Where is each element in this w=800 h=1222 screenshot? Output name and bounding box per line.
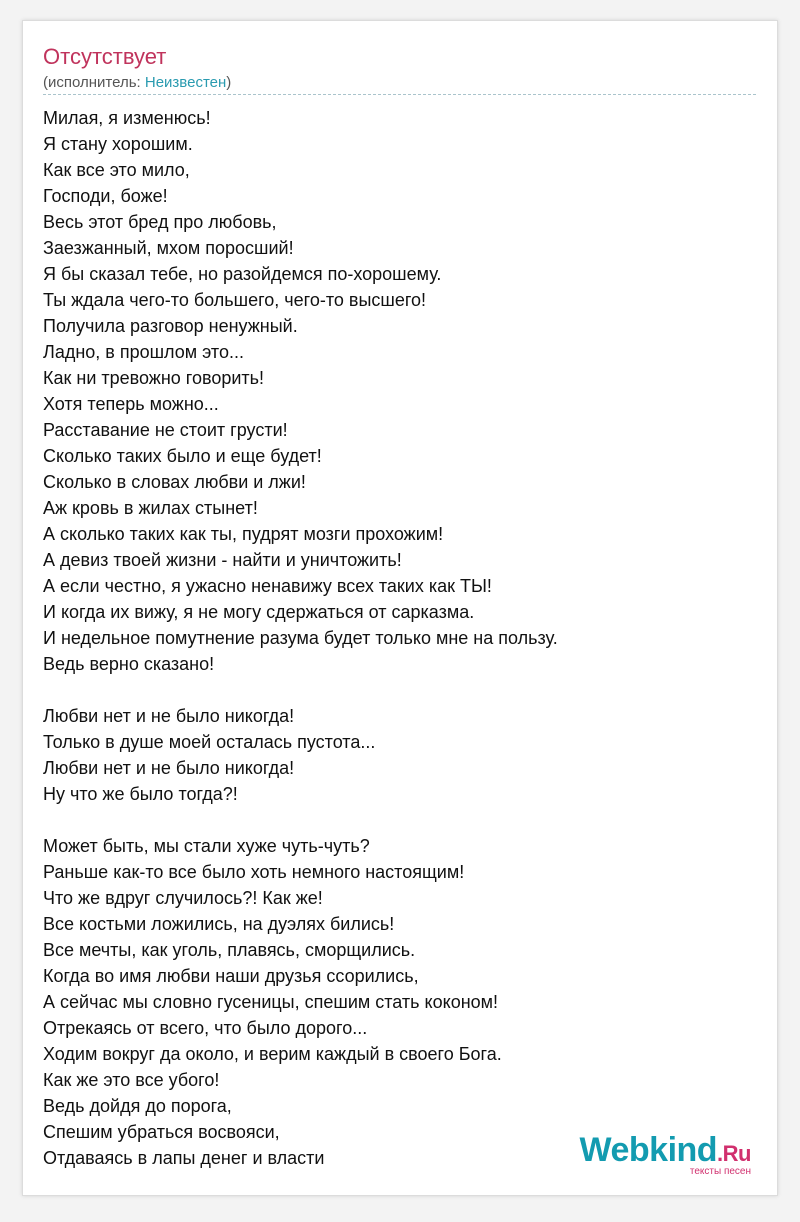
lyric-line: А если честно, я ужасно ненавижу всех таких как ТЫ! xyxy=(43,576,492,596)
lyric-line: Аж кровь в жилах стынет! xyxy=(43,498,258,518)
logo-tld: .Ru xyxy=(717,1141,751,1166)
artist-line xyxy=(43,73,231,93)
lyric-line: А девиз твоей жизни - найти и уничтожить! xyxy=(43,550,402,570)
lyric-line: Отдаваясь в лапы денег и власти xyxy=(43,1148,325,1168)
lyric-line: Ты ждала чего-то большего, чего-то высшего! xyxy=(43,290,427,310)
lyric-line: Милая, я изменюсь! xyxy=(43,108,211,128)
lyric-line: Любви нет и не было никогда! xyxy=(43,706,295,726)
lyric-line: Я бы сказал тебе, но разойдемся по-хорошему. xyxy=(43,264,442,284)
lyric-line: Заезжанный, мхом поросший! xyxy=(43,238,294,258)
lyric-line: Ходим вокруг да около, и верим каждый в своего Бога. xyxy=(43,1044,502,1064)
lyric-line: Получила разговор ненужный. xyxy=(43,316,298,336)
lyric-line: Все костьми ложились, на дуэлях бились! xyxy=(43,914,395,934)
lyric-line: Ладно, в прошлом это... xyxy=(43,342,244,362)
lyric-line: Когда во имя любви наши друзья ссорились, xyxy=(43,966,419,986)
lyric-line: Как все это мило, xyxy=(43,160,190,180)
title-divider xyxy=(43,94,756,95)
lyric-line: И когда их вижу, я не могу сдержаться от сарказма. xyxy=(43,602,475,622)
artist-suffix: ) xyxy=(226,74,232,91)
lyric-line: Я стану хорошим. xyxy=(43,134,193,154)
stanza xyxy=(43,703,558,807)
webkind-logo[interactable] xyxy=(580,1133,752,1177)
lyrics-body xyxy=(43,105,558,1171)
song-title: Отсутствует xyxy=(43,44,167,69)
lyric-line: Любви нет и не было никогда! xyxy=(43,758,295,778)
lyric-line: Сколько в словах любви и лжи! xyxy=(43,472,306,492)
lyric-line: Что же вдруг случилось?! Как же! xyxy=(43,888,323,908)
lyric-line: Ведь дойдя до порога, xyxy=(43,1096,232,1116)
lyric-line: Как же это все убого! xyxy=(43,1070,220,1090)
lyric-line: Только в душе моей осталась пустота... xyxy=(43,732,376,752)
stanza-gap xyxy=(43,807,558,833)
lyrics-card xyxy=(22,20,778,1196)
lyric-line: Спешим убраться восвояси, xyxy=(43,1122,280,1142)
stanza xyxy=(43,105,558,677)
lyric-line: Отрекаясь от всего, что было дорого... xyxy=(43,1018,368,1038)
lyric-line: Как ни тревожно говорить! xyxy=(43,368,265,388)
artist-link[interactable]: Неизвестен xyxy=(144,74,227,91)
artist-prefix: (исполнитель: xyxy=(43,74,145,91)
lyric-line: Ведь верно сказано! xyxy=(43,654,215,674)
stanza-gap xyxy=(43,677,558,703)
lyric-line: Весь этот бред про любовь, xyxy=(43,212,277,232)
lyric-line: Все мечты, как уголь, плавясь, сморщились. xyxy=(43,940,416,960)
stanza xyxy=(43,833,558,1171)
lyric-line: Ну что же было тогда?! xyxy=(43,784,238,804)
lyric-line: Хотя теперь можно... xyxy=(43,394,219,414)
lyric-line: Расставание не стоит грусти! xyxy=(43,420,288,440)
lyric-line: И недельное помутнение разума будет только мне на пользу. xyxy=(43,628,558,648)
lyric-line: Может быть, мы стали хуже чуть-чуть? xyxy=(43,836,370,856)
lyric-line: Сколько таких было и еще будет! xyxy=(43,446,322,466)
lyric-line: Господи, боже! xyxy=(43,186,168,206)
lyric-line: А сейчас мы словно гусеницы, спешим стать коконом! xyxy=(43,992,499,1012)
lyric-line: А сколько таких как ты, пудрят мозги прохожим! xyxy=(43,524,444,544)
logo-tagline: тексты песен xyxy=(689,1166,751,1177)
logo-name: Webkind xyxy=(579,1131,718,1169)
lyric-line: Раньше как-то все было хоть немного настоящим! xyxy=(43,862,465,882)
